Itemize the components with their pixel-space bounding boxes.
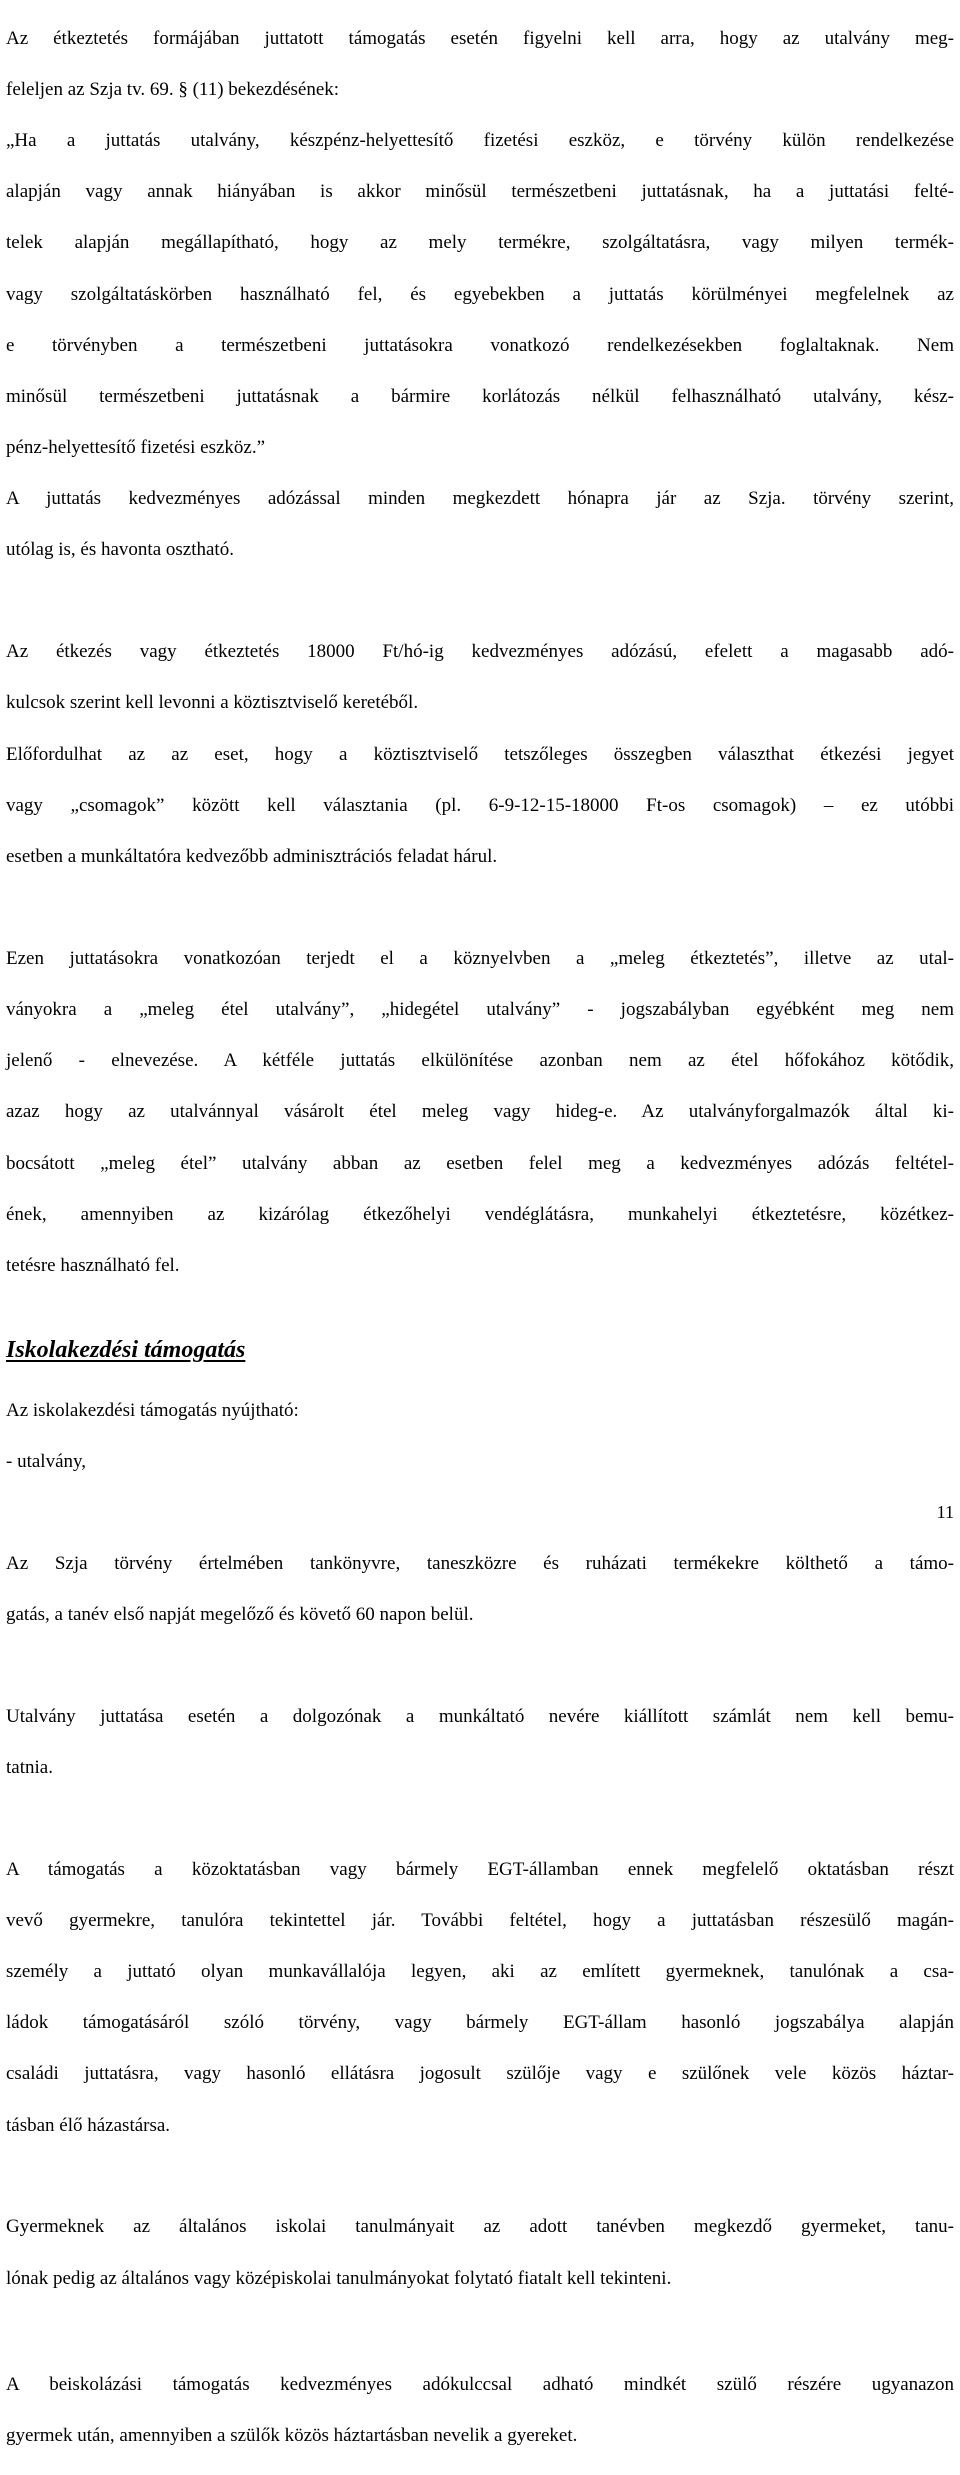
text-line: „Ha a juttatás utalvány, készpénz-helyettesítő fizetési eszköz, e törvény külön rendelkezése <box>6 129 954 151</box>
text-line: családi juttatásra, vagy hasonló ellátásra jogosult szülője vagy e szülőnek vele közös háztar- <box>6 2063 954 2085</box>
paragraph-school-support-usage <box>6 1525 954 1653</box>
text-line: Ezen juttatásokra vonatkozóan terjedt el a köznyelvben a „meleg étkeztetés”, illetve az utal- <box>6 947 954 969</box>
text-line: Utalvány juttatása esetén a dolgozónak a munkáltató nevére kiállított számlát nem kell bemu- <box>6 1705 954 1727</box>
spacer <box>6 1304 954 1334</box>
text-line: tásban élő házastársa. <box>6 2114 171 2136</box>
text-line: telek alapján megállapítható, hogy az mely termékre, szolgáltatásra, vagy milyen termék- <box>6 232 954 254</box>
paragraph-invoice <box>6 1678 954 1806</box>
spacer <box>6 2164 954 2189</box>
text-line: alapján vagy annak hiányában is akkor minősül természetbeni juttatásnak, ha a juttatási felté- <box>6 181 954 203</box>
text-line: személy a juttató olyan munkavállalója legyen, aki az említett gyermeknek, tanulónak a csa- <box>6 1960 954 1982</box>
text-line: azaz hogy az utalvánnyal vásárolt étel meleg vagy hideg-e. Az utalványforgalmazók által ki- <box>6 1101 954 1123</box>
text-line: kulcsok szerint kell levonni a köztisztviselő keretéből. <box>6 692 419 714</box>
spacer <box>6 1653 954 1678</box>
spacer <box>6 589 954 614</box>
text-line: ének, amennyiben az kizárólag étkezőhelyi vendéglátásra, munkahelyi étkeztetésre, közétkez- <box>6 1203 954 1225</box>
paragraph-enrollment-support <box>6 2347 954 2475</box>
text-line: esetben a munkáltatóra kedvezőbb adminisztrációs feladat hárul. <box>6 846 498 867</box>
text-line: - utalvány, <box>6 1450 87 1472</box>
text-line: ládok támogatásáról szóló törvény, vagy bármely EGT-állam hasonló jogszabálya alapján <box>6 2012 954 2034</box>
paragraph-meal-tax-limit <box>6 614 954 896</box>
page-number: 11 <box>936 1502 954 1522</box>
text-line: minősül természetbeni juttatásnak a bármire korlátozás nélkül felhasználható utalvány, kész- <box>6 385 954 407</box>
text-line: A támogatás a közoktatásban vagy bármely EGT-államban ennek megfelelő oktatásban részt <box>6 1858 954 1880</box>
text-line: gatás, a tanév első napját megelőző és követő 60 napon belül. <box>6 1603 474 1625</box>
text-line: A beiskolázási támogatás kedvezményes adókulccsal adható mindkét szülő részére ugyanazon <box>6 2374 954 2396</box>
paragraph-meal-voucher-rules <box>6 0 954 589</box>
text-line: Az iskolakezdési támogatás nyújtható: <box>6 1399 299 1421</box>
paragraph-voucher-naming <box>6 920 954 1304</box>
text-line: Az étkeztetés formájában juttatott támogatás esetén figyelni kell arra, hogy az utalvány meg- <box>6 27 954 49</box>
text-line: Az étkezés vagy étkeztetés 18000 Ft/hó-ig kedvezményes adózású, efelett a magasabb adó- <box>6 641 954 663</box>
text-line: ványokra a „meleg étel utalvány”, „hidegétel utalvány” - jogszabályban egyébként meg nem <box>6 998 954 1020</box>
spacer <box>6 1806 954 1831</box>
text-line: utólag is, és havonta osztható. <box>6 539 234 561</box>
spacer <box>6 1500 954 1525</box>
text-line: A juttatás kedvezményes adózással minden megkezdett hónapra jár az Szja. törvény szerint, <box>6 488 954 510</box>
text-line: tatnia. <box>6 1756 53 1778</box>
text-line: Az Szja törvény értelmében tankönyvre, taneszközre és ruházati termékekre költhető a támo- <box>6 1552 954 1574</box>
paragraph-eligibility <box>6 1831 954 2164</box>
paragraph-school-support-intro <box>6 1372 954 1500</box>
text-line: vagy szolgáltatáskörben használható fel, és egyebekben a juttatás körülményei megfelelnek az <box>6 283 954 305</box>
text-line: tetésre használható fel. <box>6 1254 180 1276</box>
text-line: vagy „csomagok” között kell választania (pl. 6-9-12-15-18000 Ft-os csomagok) – ez utóbbi <box>6 794 954 816</box>
text-line: feleljen az Szja tv. 69. § (11) bekezdésének: <box>6 78 340 100</box>
text-line: pénz-helyettesítő fizetési eszköz.” <box>6 437 266 459</box>
text-line: lónak pedig az általános vagy középiskolai tanulmányokat folytató fiatalt kell tekinteni. <box>6 2267 672 2289</box>
text-line: jelenő - elnevezése. A kétféle juttatás elkülönítése azonban nem az étel hőfokához kötődik, <box>6 1050 954 1072</box>
text-line: vevő gyermekre, tanulóra tekintettel jár. További feltétel, hogy a juttatásban részesülő magán- <box>6 1909 954 1931</box>
section-heading: Iskolakezdési támogatás <box>6 1337 246 1364</box>
text-line: gyermek után, amennyiben a szülők közös háztartásban nevelik a gyereket. <box>6 2425 578 2447</box>
spacer <box>6 2317 954 2347</box>
text-line: Gyermeknek az általános iskolai tanulmányait az adott tanévben megkezdő gyermeket, tanu- <box>6 2216 954 2238</box>
paragraph-definitions <box>6 2189 954 2317</box>
text-line: Előfordulhat az az eset, hogy a köztisztviselő tetszőleges összegben választhat étkezési jegyet <box>6 743 954 765</box>
spacer <box>6 895 954 920</box>
text-line: bocsátott „meleg étel” utalvány abban az esetben felel meg a kedvezményes adózás feltétel- <box>6 1152 954 1174</box>
document-page <box>6 0 954 2475</box>
text-line: e törvényben a természetbeni juttatásokra vonatkozó rendelkezésekben foglaltaknak. Nem <box>6 334 954 356</box>
